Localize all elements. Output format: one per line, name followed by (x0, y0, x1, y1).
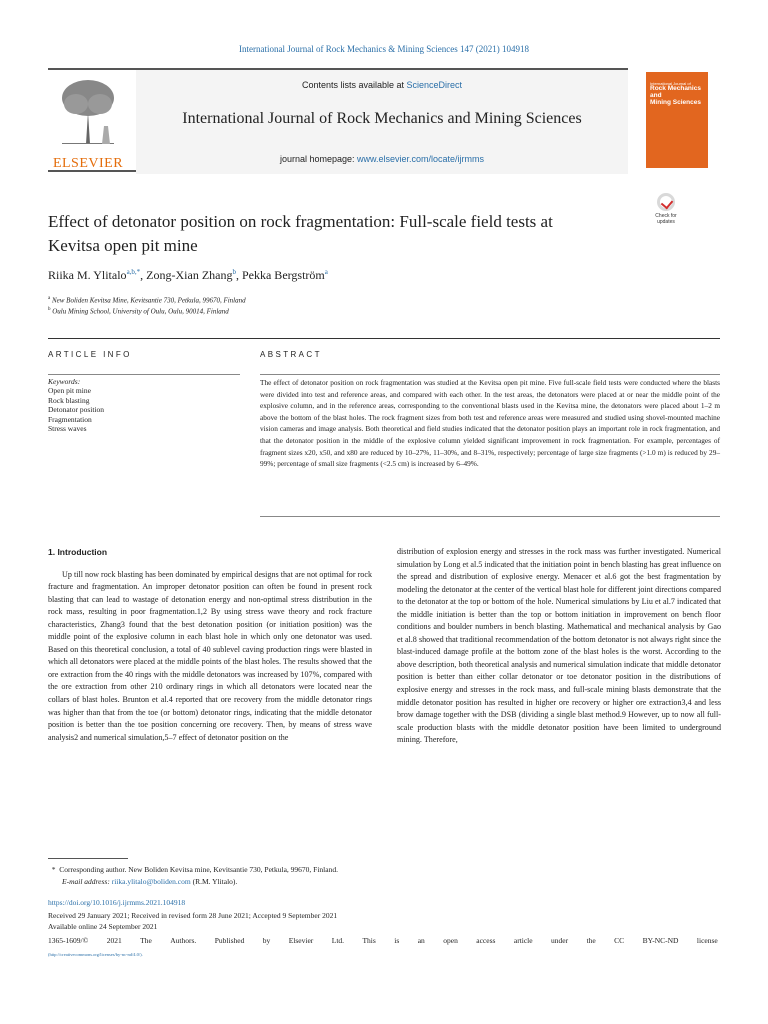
elsevier-logo (48, 78, 128, 171)
corresponding-author-note (48, 865, 720, 876)
doi-link[interactable]: https://doi.org/10.1016/j.ijrmms.2021.104918 (48, 898, 186, 907)
license-word: CC (614, 936, 625, 945)
body-paragraph: Up till now rock blasting has been dominated by empirical designs that are not optimal for rock fracture and fragmentation. An improper detonator position can often be found in present rock blasting that can lead to wastage of detonation energy and non-optimal stress distribution in the rock mass, resulting in poor fragmentation.1,2 By using stress wave theory and rock fracture characteristics, Zhang3 found that the best detonation position (or initiation position) was the middle point of the explosive column in each blast hole in which only one detonator was used. Based on this theoretical conclusion, a total of 40 sublevel caving production rings were blasted in which all detonators were placed at the middle points of the blast holes. The results showed that the ore extraction from the 40 rings with the middle detonators was increased by 107%, compared with the ore extraction from other 210 ordinary rings in which all detonators were located near the collars of blast holes. Brunton et al.4 reported that ore recovery from the middle detonator rings was higher than that from the toe (or bottom) detonator rings, indicating that the middle detonator position is better than the toe position concerning ore recovery. Then, by means of stress wave analysis2 and numerical simulation,5–7 effect of detonator position on the (48, 569, 372, 742)
affiliation-a (48, 296, 246, 304)
cover-line-3: Mining Sciences (650, 98, 701, 106)
email-suffix: (R.M. Ylitalo). (190, 877, 238, 886)
footnote-mark: * (51, 865, 56, 874)
cover-line-1: Rock Mechanics (650, 85, 701, 93)
license-word: 1365-1609/© (48, 936, 89, 945)
email-label: E-mail address: (62, 877, 112, 886)
license-word: by (262, 936, 271, 945)
email-link[interactable]: riika.ylitalo@boliden.com (111, 877, 191, 886)
license-url[interactable]: (http://creativecommons.org/licenses/by-nc-nd/4.0/). (48, 952, 143, 957)
contents-prefix: Contents lists available at (301, 80, 407, 90)
keyword: Detonator position (48, 405, 105, 415)
keyword: Fragmentation (48, 414, 92, 424)
keywords-block (48, 374, 240, 433)
license-word: Elsevier (288, 936, 314, 945)
check-updates-icon (657, 193, 675, 211)
paper-title (48, 210, 638, 258)
check-for-updates[interactable] (648, 193, 684, 231)
contents-line (136, 80, 628, 90)
elsevier-tree-icon (58, 78, 118, 144)
affiliation-text: Oulu Mining School, University of Oulu, Oulu, 90014, Finland (52, 307, 229, 316)
section-divider (48, 338, 720, 339)
sciencedirect-link[interactable]: ScienceDirect (406, 80, 463, 90)
abstract-divider (260, 516, 720, 517)
license-word: is (394, 936, 400, 945)
author-list (48, 268, 328, 283)
doi-line (48, 898, 720, 909)
author-affiliation-mark[interactable]: a,b,* (126, 268, 141, 276)
journal-masthead (48, 68, 628, 172)
license-word: BY-NC-ND (642, 936, 679, 945)
corresponding-text: Corresponding author. New Boliden Kevitsa mine, Kevitsantie 730, Petkula, 99670, Finland. (59, 865, 338, 874)
check-updates-line-1: Check for (655, 213, 677, 219)
license-word: The (140, 936, 152, 945)
author-separator: , (140, 268, 147, 282)
affiliation-mark: b (48, 307, 51, 312)
article-info-heading: ARTICLE INFO (48, 350, 132, 359)
check-updates-text (648, 213, 684, 225)
license-word: an (417, 936, 425, 945)
journal-cover (646, 72, 708, 168)
affiliation-text: New Boliden Kevitsa Mine, Kevitsantie 730, Petkula, 99670, Finland (51, 296, 246, 305)
license-word: open (443, 936, 458, 945)
journal-title: International Journal of Rock Mechanics and Mining Sciences (182, 110, 582, 127)
section-heading: 1. Introduction (48, 547, 108, 557)
keywords-label: Keywords: (48, 377, 81, 386)
author-separator: , (235, 268, 242, 282)
body-paragraph: distribution of explosion energy and stresses in the rock mass was further investigated. Numerical simulation by Long et al.5 indicated that the initiation point in bench blasting has great influence on the spread and distribution of explosive energy. Menacer et al.6 got the best fragmentation by modeling the detonator at the center of the vertical blast hole for different joint directions compared to the detonator at the top or bottom of the hole. Numerical simulations by Liu et al.7 indicated that the middle initiation is better than the top or bottom initiation in improvement on bench floor conditions and boulder numbers in bench blasting. Mathematical and mechanical analysis by Gao et al.8 showed that traditional recommendation of the bottom detonator is not always right since the blast-induced damage profile at the bottom zone of the blast holes is the worst. According to the above description, both theoretical analysis and numerical simulation indicate that middle detonator position is better than either collar detonator or toe detonator position in the distributions of explosive energy and stresses in the rock mass, and full-scale mining blasts demonstrate that the middle detonator position has resulted in higher ore recovery or higher ore extraction3,4 and less brow damage together with the DSB (dividing a single blast method.9 However, up to now all full-scale production blasts with the middle detonator position have been limited to underground mining. Therefore, (397, 547, 721, 745)
homepage-link[interactable]: www.elsevier.com/locate/ijrmms (357, 154, 485, 164)
title-line-2: Kevitsa open pit mine (48, 236, 198, 255)
license-line (48, 936, 718, 947)
author-name: Riika M. Ylitalo (48, 268, 127, 282)
body-column-right (397, 546, 721, 747)
license-word: Authors. (170, 936, 197, 945)
license-word: access (476, 936, 496, 945)
license-word: license (696, 936, 718, 945)
abstract-text: The effect of detonator position on rock fragmentation was studied at the Kevitsa open pit mine. Five full-scale field tests were conducted where the blasts were divided into test and reference areas, and compared with each other. In the test areas, the detonators were placed at or near the middle point of the explosive column, and in the reference areas, corresponding to the conventional blasts used in the Kevitsa mine, the detonators were placed about 1–2 m above the bottom of the blast holes. The rock fragment sizes from both test and reference areas were measured and studied using shovel-mounted machine vision cameras and image analysis. Both theoretical and field studies indicated that the detonator position plays an important role in rock fragmentation, and that the detonator position in the middle of the explosive column yielded significant improvement in rock fragmentation. For example, percentages of fragment sizes x20, x50, and x80 are reduced by 10–27%, 11–30%, and 8–31%, respectively; percentage of large size fragments (>1.0 m) is reduced by 29–99%; percentage of small size fragments (<2.5 cm) is increased by 6–49%. (260, 374, 720, 470)
author-affiliation-mark[interactable]: b (232, 268, 236, 276)
homepage-prefix: journal homepage: (279, 154, 358, 164)
keyword: Open pit mine (48, 386, 91, 396)
title-line-1: Effect of detonator position on rock fragmentation: Full-scale field tests at (48, 212, 553, 231)
email-line (48, 877, 720, 888)
license-word: the (586, 936, 596, 945)
author-name: Pekka Bergström (241, 268, 325, 282)
cover-small-text: International Journal of (650, 81, 691, 86)
affiliation-b (48, 307, 229, 315)
check-updates-line-2: updates (657, 219, 675, 225)
keyword: Stress waves (48, 424, 87, 434)
abstract-heading: ABSTRACT (260, 350, 322, 359)
running-header: International Journal of Rock Mechanics & Mining Sciences 147 (2021) 104918 (239, 44, 529, 54)
affiliation-mark: a (48, 296, 51, 301)
license-word: article (513, 936, 533, 945)
license-word: This (362, 936, 376, 945)
body-column-left (48, 546, 372, 744)
journal-homepage (136, 154, 628, 164)
license-word: 2021 (106, 936, 122, 945)
footnote-divider (48, 858, 128, 859)
dates-received: Received 29 January 2021; Received in revised form 28 June 2021; Accepted 9 September 2021 (48, 911, 338, 920)
keyword: Rock blasting (48, 395, 90, 405)
license-word: Ltd. (331, 936, 345, 945)
cover-line-2: and (650, 92, 662, 99)
license-word: Published (214, 936, 245, 945)
elsevier-wordmark: ELSEVIER (52, 156, 124, 171)
author-name: Zong-Xian Zhang (146, 268, 233, 282)
author-affiliation-mark[interactable]: a (324, 268, 328, 276)
dates-online: Available online 24 September 2021 (48, 922, 158, 931)
license-word: under (551, 936, 569, 945)
